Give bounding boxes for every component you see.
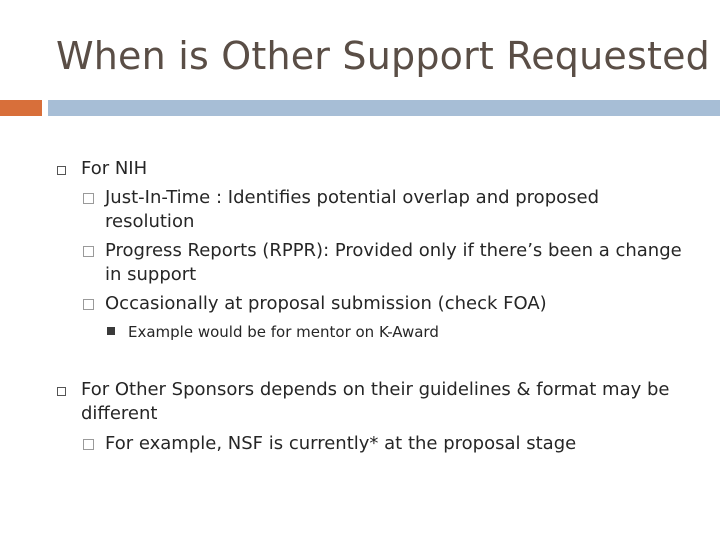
- bullet-other-line2: different: [81, 403, 158, 424]
- sub-bullet-rppr-line2: in support: [105, 264, 197, 285]
- bullet-nih: For NIH: [81, 158, 148, 179]
- sub-bullet-jit-line1: Just-In-Time : Identifies potential overlap and proposed: [105, 187, 600, 208]
- bullet-other-line1: For Other Sponsors depends on their guidelines & format may be: [81, 379, 670, 400]
- sub-bullet-box-icon: [83, 193, 94, 204]
- square-bullet-icon: [107, 327, 115, 335]
- header-band: [48, 100, 720, 116]
- sub-bullet-box-icon: [83, 246, 94, 257]
- sub-bullet-jit-line2: resolution: [105, 211, 195, 232]
- sub-bullet-box-icon: [83, 439, 94, 450]
- sub-bullet-foa: Occasionally at proposal submission (check FOA): [105, 293, 547, 314]
- slide-title: When is Other Support Requested: [56, 34, 710, 78]
- bullet-box-icon: [57, 166, 66, 175]
- sub-bullet-box-icon: [83, 299, 94, 310]
- sub-bullet-rppr-line1: Progress Reports (RPPR): Provided only if there’s been a change: [105, 240, 682, 261]
- accent-bar: [0, 100, 42, 116]
- sub-bullet-nsf: For example, NSF is currently* at the proposal stage: [105, 433, 577, 454]
- bullet-box-icon: [57, 387, 66, 396]
- sub-sub-bullet-example: Example would be for mentor on K-Award: [128, 323, 439, 341]
